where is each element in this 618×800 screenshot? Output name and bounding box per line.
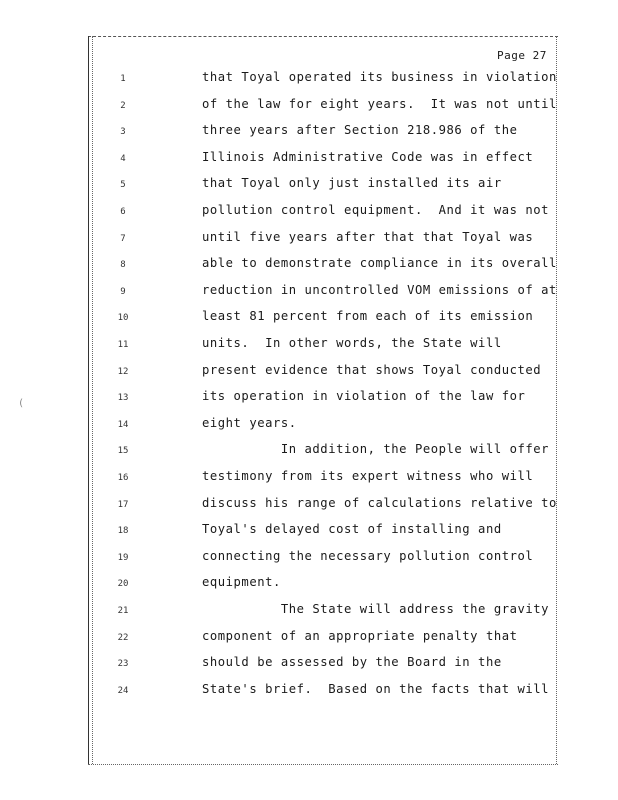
line-number: 10 bbox=[117, 313, 129, 324]
line-text: its operation in violation of the law for bbox=[202, 389, 526, 404]
line-number: 3 bbox=[120, 127, 126, 138]
line-text: Illinois Administrative Code was in effect bbox=[202, 149, 534, 164]
transcript-line bbox=[0, 682, 618, 702]
line-number: 18 bbox=[117, 526, 129, 537]
line-text: In addition, the People will offer bbox=[202, 442, 550, 457]
transcript-line bbox=[0, 256, 618, 276]
transcript-line bbox=[0, 469, 618, 489]
line-text: that Toyal only just installed its air bbox=[202, 176, 502, 191]
line-number: 7 bbox=[120, 233, 126, 244]
line-text: discuss his range of calculations relative to bbox=[202, 495, 557, 510]
transcript-line bbox=[0, 70, 618, 90]
line-number: 5 bbox=[120, 180, 126, 191]
line-text: connecting the necessary pollution control bbox=[202, 548, 534, 563]
line-number: 11 bbox=[117, 340, 129, 350]
line-number: 8 bbox=[120, 260, 126, 271]
line-number: 6 bbox=[120, 207, 126, 217]
transcript-line bbox=[0, 602, 618, 622]
line-number: 19 bbox=[117, 552, 129, 563]
transcript-line bbox=[0, 97, 618, 117]
transcript-line bbox=[0, 309, 618, 329]
line-text: equipment. bbox=[202, 575, 281, 590]
scan-artifact-mark: ( bbox=[18, 398, 25, 409]
transcript-line bbox=[0, 575, 618, 595]
line-text: pollution control equipment. And it was not bbox=[202, 203, 550, 217]
line-text: reduction in uncontrolled VOM emissions of at bbox=[202, 282, 557, 297]
transcript-line bbox=[0, 336, 618, 356]
transcript-line bbox=[0, 150, 618, 170]
line-number: 4 bbox=[120, 153, 126, 164]
transcript-line bbox=[0, 176, 618, 196]
bottom-margin-rule bbox=[88, 764, 558, 765]
line-number: 17 bbox=[117, 499, 129, 510]
line-number: 22 bbox=[117, 632, 129, 643]
line-number: 13 bbox=[117, 393, 129, 404]
line-text: units. In other words, the State will bbox=[202, 336, 502, 350]
line-number: 12 bbox=[117, 366, 129, 377]
line-number: 9 bbox=[120, 286, 126, 297]
line-text: component of an appropriate penalty that bbox=[202, 628, 518, 643]
transcript-line bbox=[0, 230, 618, 250]
line-text: least 81 percent from each of its emission bbox=[202, 309, 534, 324]
line-text: present evidence that shows Toyal conducted bbox=[202, 362, 542, 377]
line-number: 1 bbox=[120, 74, 126, 84]
line-text: The State will address the gravity bbox=[202, 602, 550, 616]
line-text: eight years. bbox=[202, 415, 297, 430]
line-text: of the law for eight years. It was not until bbox=[202, 96, 557, 111]
line-text: testimony from its expert witness who will bbox=[202, 469, 534, 483]
transcript-line bbox=[0, 123, 618, 143]
page-number: Page 27 bbox=[497, 49, 547, 62]
transcript-line bbox=[0, 655, 618, 675]
line-number: 15 bbox=[117, 446, 129, 457]
line-number: 23 bbox=[117, 659, 129, 670]
line-number: 21 bbox=[117, 606, 129, 616]
transcript-line bbox=[0, 283, 618, 303]
transcript-line bbox=[0, 389, 618, 409]
transcript-line bbox=[0, 416, 618, 436]
line-text: that Toyal operated its business in violation bbox=[202, 70, 557, 84]
transcript-line bbox=[0, 363, 618, 383]
transcript-line bbox=[0, 496, 618, 516]
line-text: until five years after that that Toyal was bbox=[202, 229, 534, 244]
line-number: 14 bbox=[117, 419, 129, 430]
transcript-line bbox=[0, 442, 618, 462]
transcript-line bbox=[0, 203, 618, 223]
line-number: 2 bbox=[120, 100, 126, 111]
line-number: 16 bbox=[117, 473, 129, 483]
transcript-line bbox=[0, 549, 618, 569]
line-text: able to demonstrate compliance in its overall bbox=[202, 256, 557, 271]
line-text: State's brief. Based on the facts that will bbox=[202, 681, 550, 696]
line-text: should be assessed by the Board in the bbox=[202, 655, 502, 670]
transcript-line bbox=[0, 629, 618, 649]
line-number: 24 bbox=[117, 685, 129, 696]
transcript-line bbox=[0, 522, 618, 542]
line-text: Toyal's delayed cost of installing and bbox=[202, 522, 502, 537]
line-number: 20 bbox=[117, 579, 129, 590]
top-margin-rule bbox=[88, 36, 558, 37]
line-text: three years after Section 218.986 of the bbox=[202, 123, 518, 138]
